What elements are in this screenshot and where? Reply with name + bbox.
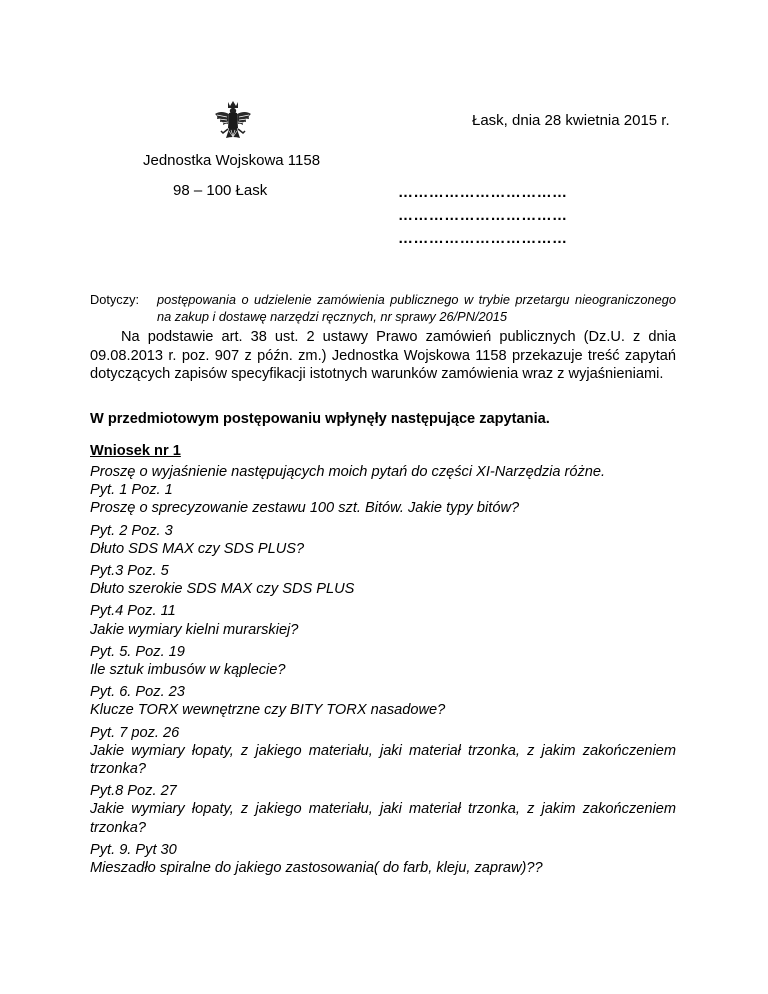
question-ref: Pyt. 1 Poz. 1 [90,482,173,499]
question-text: Ile sztuk imbusów w kąplecie? [90,662,286,679]
question-text: Klucze TORX wewnętrzne czy BITY TORX nasadowe? [90,702,446,719]
question-ref: Pyt. 9. Pyt 30 [90,841,177,858]
question-ref: Pyt. 7 poz. 26 [90,724,180,741]
section-heading: W przedmiotowym postępowaniu wpłynęły następujące zapytania. [90,411,550,427]
question-ref: Pyt.4 Poz. 11 [90,603,176,620]
question-ref: Pyt.8 Poz. 27 [90,783,177,800]
question-text: Jakie wymiary łopaty, z jakiego materiału, jaki materiał trzonka, z jakim zakończeniem trzonka? [90,742,676,778]
intro-paragraph: Na podstawie art. 38 ust. 2 ustawy Prawo zamówień publicznych (Dz.U. z dnia 09.08.2013 r. poz. 907 z późn. zm.) Jednostka Wojskowa 1158 przekazuje treść zapytań dotyczących zapisów specyfikacji istotnych warunków zamówienia wraz z wyjaśnieniami. [90,329,676,382]
question-ref: Pyt. 2 Poz. 3 [90,522,173,539]
document-date: Łask, dnia 28 kwietnia 2015 r. [472,112,670,129]
recipient-line: …………………………… [398,207,568,224]
question-text: Dłuto szerokie SDS MAX czy SDS PLUS [90,581,355,598]
recipient-line: …………………………… [398,230,568,247]
request-title: Wniosek nr 1 [90,443,181,459]
question-text: Dłuto SDS MAX czy SDS PLUS? [90,540,305,557]
question-text: Proszę o sprecyzowanie zestawu 100 szt. Bitów. Jakie typy bitów? [90,500,520,517]
subject-text: postępowania o udzielenie zamówienia publicznego w trybie przetargu nieograniczonego na zakup i dostawę narzędzi ręcznych, nr sprawy 26/PN/2015 [157,292,676,324]
eagle-emblem-icon [213,100,253,144]
recipient-line: …………………………… [398,184,568,201]
unit-name: Jednostka Wojskowa 1158 [143,152,321,169]
question-text: Jakie wymiary łopaty, z jakiego materiału, jaki materiał trzonka, z jakim zakończeniem trzonka? [90,801,676,836]
question-ref: Pyt. 6. Poz. 23 [90,684,185,701]
subject-block [90,291,676,325]
subject-label: Dotyczy: [90,292,140,307]
question-text: Mieszadło spiralne do jakiego zastosowania( do farb, kleju, zapraw)?? [90,860,543,877]
request-lead: Proszę o wyjaśnienie następujących moich pytań do części XI-Narzędzia różne. [90,464,606,480]
question-text: Jakie wymiary kielni murarskiej? [90,621,299,638]
question-ref: Pyt.3 Poz. 5 [90,563,169,580]
question-ref: Pyt. 5. Poz. 19 [90,643,185,660]
questions-section [90,410,676,877]
unit-address: 98 – 100 Łask [173,182,268,199]
